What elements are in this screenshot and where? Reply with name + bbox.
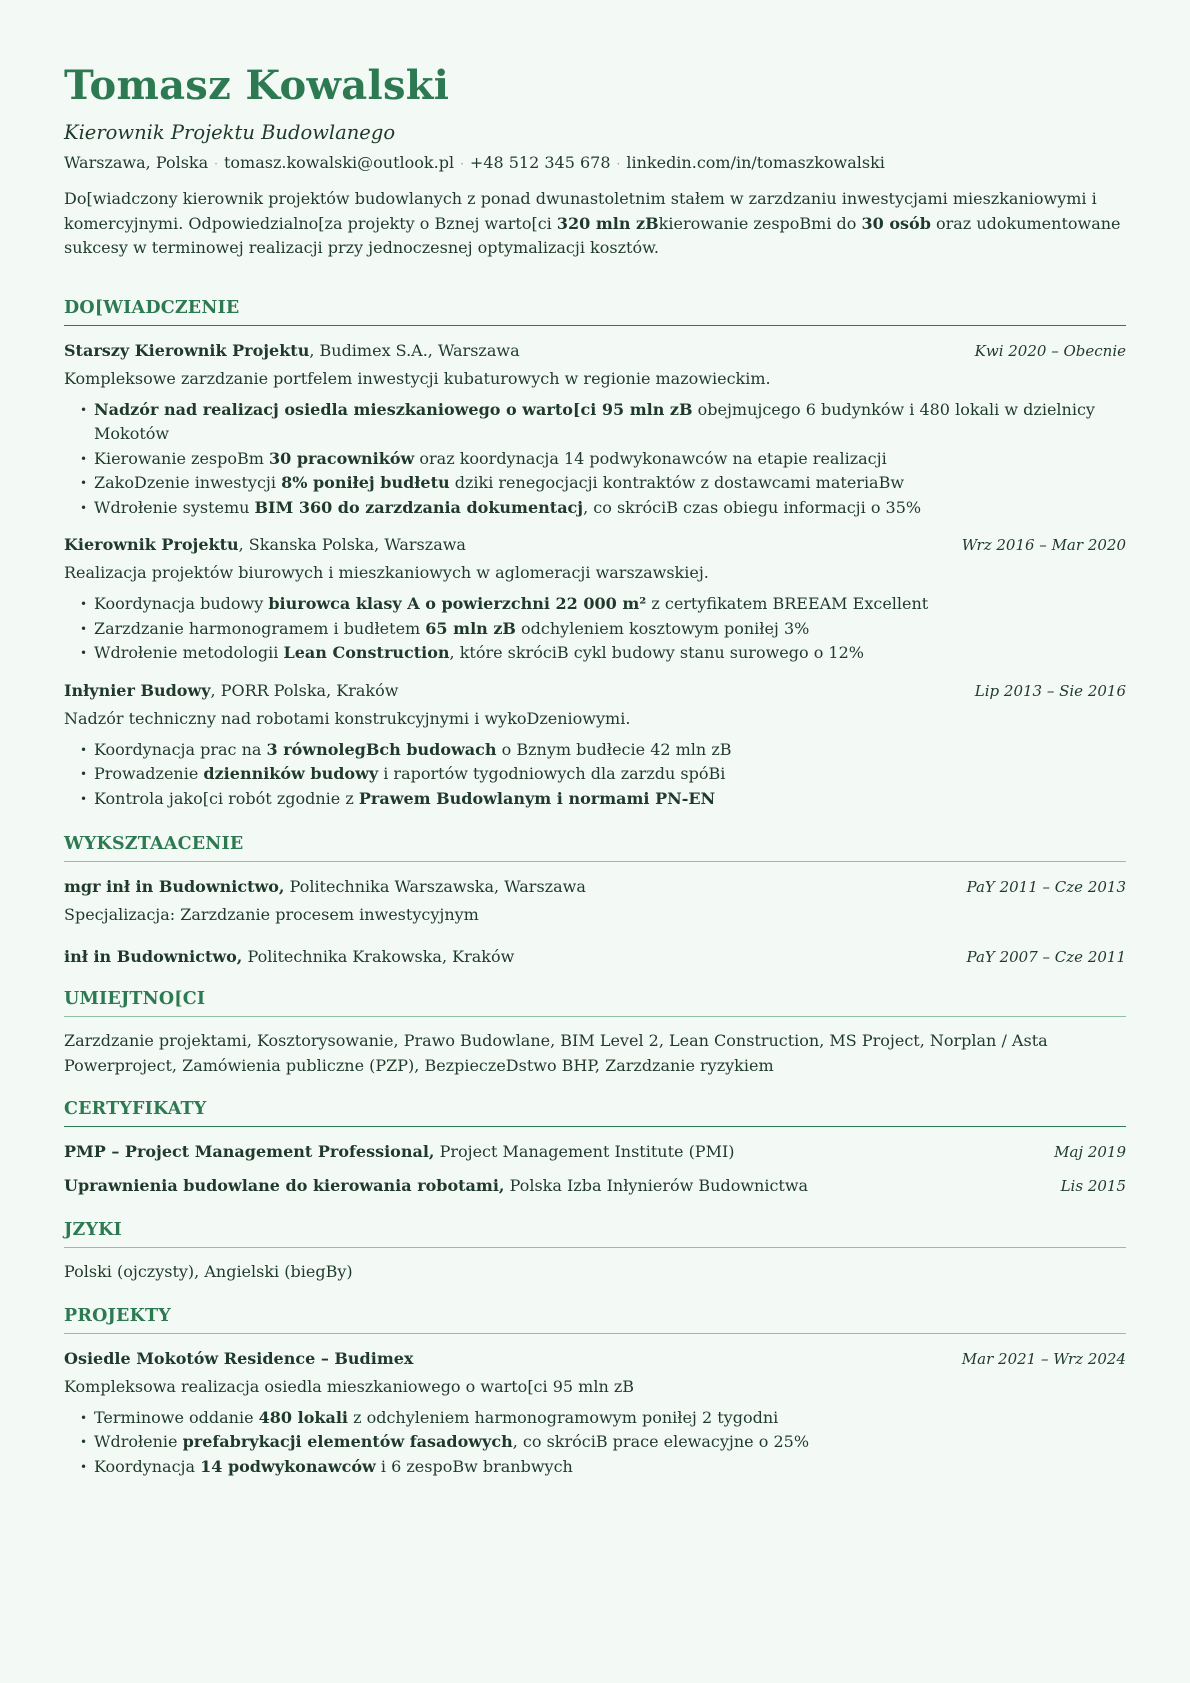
experience-section bbox=[64, 297, 1126, 812]
date-range: Mar 2021 – Wrz 2024 bbox=[961, 1349, 1126, 1368]
linkedin-link[interactable]: linkedin.com/in/tomaszkowalski bbox=[626, 153, 885, 172]
bullet-list bbox=[64, 1406, 1126, 1480]
skills-section bbox=[64, 988, 1126, 1078]
list-item: • Wdrołenie prefabrykacji elementów fasadowych, co skróciB prace elewacyjne o 25% bbox=[94, 1430, 1126, 1455]
organization: , Skanska Polska, Warszawa bbox=[238, 535, 466, 554]
organization: , PORR Polska, Kraków bbox=[210, 680, 399, 700]
projects-section bbox=[64, 1305, 1126, 1480]
role-description: Kompleksowe zarzdzanie portfelem inwestycji kubaturowych w regionie mazowieckim. bbox=[64, 368, 771, 388]
summary bbox=[64, 187, 1126, 261]
bullet-list bbox=[64, 398, 1126, 521]
date-range: PaY 2007 – Cze 2011 bbox=[966, 948, 1126, 966]
experience-entry bbox=[64, 534, 1126, 666]
summary-highlight: 320 mln zB bbox=[556, 213, 659, 233]
list-item: • Terminowe oddanie 480 lokali z odchyleniem harmonogramowym poniłej 2 tygodni bbox=[94, 1406, 1126, 1431]
location: Warszawa, Polska bbox=[64, 153, 209, 172]
role-description: Nadzór techniczny nad robotami konstrukcyjnymi i wykoDzeniowymi. bbox=[64, 708, 631, 728]
summary-text: Do[wiadczony kierownik projektów budowlanych z ponad dwunastoletnim stałem w zarzdzaniu inwestycjami mieszkaniowymi i komercyjnymi. Odpowiedzialno[za projekty o Bznej warto[ci bbox=[64, 189, 1097, 233]
list-item: • ZakoDzenie inwestycji 8% poniłej budłetu dziki renegocjacji kontraktów z dostawcami materiaBw bbox=[94, 471, 1126, 496]
cert-date: Maj 2019 bbox=[1054, 1143, 1126, 1161]
section-heading-experience: DO[WIADCZENIE bbox=[64, 297, 1126, 326]
degree: inł in Budownictwo, bbox=[64, 947, 243, 966]
separator: · bbox=[460, 157, 464, 171]
date-range: Wrz 2016 – Mar 2020 bbox=[961, 536, 1126, 554]
section-heading-projects: PROJEKTY bbox=[64, 1305, 1126, 1334]
section-heading-languages: JZYKI bbox=[64, 1219, 1126, 1248]
role: Starszy Kierownik Projektu bbox=[64, 340, 310, 360]
summary-highlight: 30 osób bbox=[861, 213, 931, 233]
bullet-list bbox=[64, 738, 1126, 812]
languages-section bbox=[64, 1219, 1126, 1285]
date-range: Lip 2013 – Sie 2016 bbox=[974, 681, 1126, 700]
list-item: • Nadzór nad realizacj osiedla mieszkaniowego o warto[ci 95 mln zB obejmujcego 6 budynków i 480 lokali w dzielnicy Mokotów bbox=[94, 398, 1126, 447]
separator: · bbox=[214, 157, 218, 171]
list-item: • Koordynacja budowy biurowca klasy A o powierzchni 22 000 m² z certyfikatem BREEAM Excellent bbox=[94, 592, 1126, 617]
summary-text: oraz udokumentowane sukcesy w terminowej realizacji przy jednoczesnej optymalizacji kosztów. bbox=[64, 213, 1121, 257]
list-item: • Wdrołenie systemu BIM 360 do zarzdzania dokumentacj, co skróciB czas obiegu informacji o 35% bbox=[94, 496, 1126, 521]
project-name: Osiedle Mokotów Residence – Budimex bbox=[64, 1348, 414, 1368]
specialization: Specjalizacja: Zarzdzanie procesem inwestycyjnym bbox=[64, 905, 479, 924]
cert-date: Lis 2015 bbox=[1060, 1177, 1126, 1195]
list-item: • Koordynacja prac na 3 równolegBch budowach o Bznym budłecie 42 mln zB bbox=[94, 738, 1126, 763]
candidate-name: Tomasz Kowalski bbox=[64, 62, 450, 109]
cert-issuer: Polska Izba Inłynierów Budownictwa bbox=[504, 1176, 809, 1195]
organization: , Budimex S.A., Warszawa bbox=[309, 340, 520, 360]
experience-entry bbox=[64, 340, 1126, 521]
job-title: Kierownik Projektu Budowlanego bbox=[64, 121, 396, 144]
role-description: Realizacja projektów biurowych i mieszkaniowych w aglomeracji warszawskiej. bbox=[64, 563, 709, 582]
project-description: Kompleksowa realizacja osiedla mieszkaniowego o warto[ci 95 mln zB bbox=[64, 1376, 635, 1396]
date-range: Kwi 2020 – Obecnie bbox=[974, 341, 1126, 360]
date-range: PaY 2011 – Cze 2013 bbox=[966, 878, 1126, 896]
section-heading-education: WYKSZTAACENIE bbox=[64, 833, 1126, 862]
experience-entry bbox=[64, 680, 1126, 812]
degree: mgr inł in Budownictwo, bbox=[64, 877, 285, 896]
role: Inłynier Budowy bbox=[64, 680, 211, 700]
section-heading-skills: UMIEJTNO[CI bbox=[64, 988, 1126, 1017]
list-item: • Kontrola jako[ci robót zgodnie z Prawem Budowlanym i normami PN-EN bbox=[94, 787, 1126, 812]
contact-line bbox=[64, 152, 1126, 175]
cert-issuer: Project Management Institute (PMI) bbox=[434, 1142, 735, 1161]
cert-name: PMP – Project Management Professional, bbox=[64, 1142, 435, 1161]
cert-name: Uprawnienia budowlane do kierowania robotami, bbox=[64, 1176, 505, 1195]
skills-list: Zarzdzanie projektami, Kosztorysowanie, Prawo Budowlane, BIM Level 2, Lean Construction, MS Project, Norplan / Asta Powerproject, Zamówienia publiczne (PZP), BezpieczeDstwo BHP, Zarzdzanie ryzykiem bbox=[64, 1031, 1048, 1075]
school: Politechnika Warszawska, Warszawa bbox=[284, 877, 586, 896]
list-item: • Kierowanie zespoBm 30 pracowników oraz koordynacja 14 podwykonawców na etapie realizacji bbox=[94, 447, 1126, 472]
section-heading-certifications: CERTYFIKATY bbox=[64, 1098, 1126, 1127]
languages-list: Polski (ojczysty), Angielski (biegBy) bbox=[64, 1262, 353, 1281]
list-item: • Wdrołenie metodologii Lean Construction, które skróciB cykl budowy stanu surowego o 12% bbox=[94, 641, 1126, 666]
email-link[interactable]: tomasz.kowalski@outlook.pl bbox=[223, 153, 455, 172]
list-item: • Prowadzenie dzienników budowy i raportów tygodniowych dla zarzdu spóBi bbox=[94, 762, 1126, 787]
separator: · bbox=[616, 157, 621, 171]
role: Kierownik Projektu bbox=[64, 535, 239, 554]
bullet-list bbox=[64, 592, 1126, 666]
education-section bbox=[64, 833, 1126, 968]
list-item: • Zarzdzanie harmonogramem i budłetem 65 mln zB odchyleniem kosztowym poniłej 3% bbox=[94, 617, 1126, 642]
certifications-section bbox=[64, 1098, 1126, 1197]
school: Politechnika Krakowska, Kraków bbox=[242, 947, 515, 966]
phone[interactable]: +48 512 345 678 bbox=[469, 153, 611, 172]
summary-text: kierowanie zespoBmi do bbox=[658, 213, 862, 233]
list-item: • Koordynacja 14 podwykonawców i 6 zespoBw branbwych bbox=[94, 1455, 1126, 1480]
